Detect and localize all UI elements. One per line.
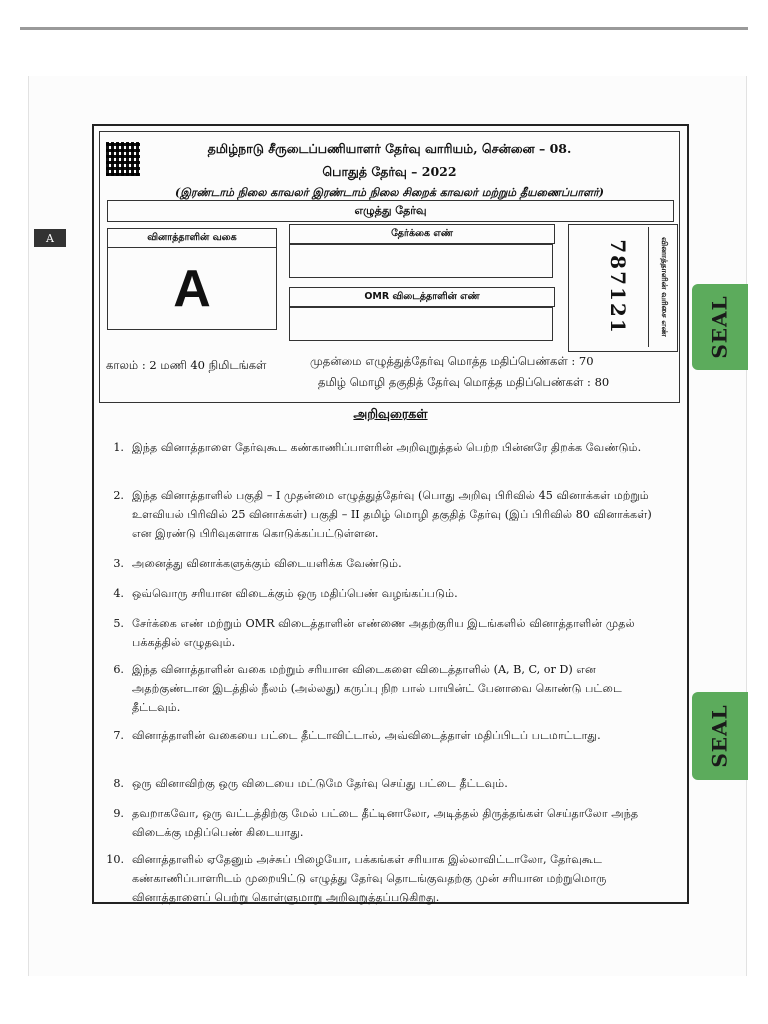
register-no-field xyxy=(289,244,553,278)
booklet-type-box xyxy=(107,228,277,330)
scan-top-edge xyxy=(20,27,748,30)
side-tab-booklet-type: A xyxy=(34,229,66,247)
exam-type: எழுத்து தேர்வு xyxy=(107,200,674,222)
booklet-type-label: வினாத்தாளின் வகை xyxy=(107,228,277,248)
instructions-heading: அறிவுரைகள் xyxy=(353,406,428,421)
seal-sticker-top xyxy=(692,284,748,370)
register-no-label: தேர்க்கை எண் xyxy=(289,224,555,244)
omr-no-label: OMR விடைத்தாளின் எண் xyxy=(289,287,555,307)
booklet-type-value: A xyxy=(173,260,211,318)
marks-main: முதன்மை எழுத்துத்தேர்வு மொத்த மதிப்பெண்கள் : 70 xyxy=(310,354,594,368)
exam-posts: (இரண்டாம் நிலை காவலர் இரண்டாம் நிலை சிறைக் காவலர் மற்றும் தீயணைப்பாளர்) xyxy=(175,186,604,199)
seal-label: SEAL xyxy=(708,295,732,359)
serial-number: 787121 xyxy=(605,239,630,335)
omr-no-field xyxy=(289,307,553,341)
marks-tamil: தமிழ் மொழி தகுதித் தேர்வு மொத்த மதிப்பெண்கள் : 80 xyxy=(318,375,610,389)
exam-title: பொதுத் தேர்வு – 2022 xyxy=(322,164,457,179)
board-title: தமிழ்நாடு சீருடைப்பணியாளர் தேர்வு வாரியம், சென்னை – 08. xyxy=(207,141,572,156)
seal-label: SEAL xyxy=(708,704,732,768)
serial-label: வினாத்தாளின் வரிசை எண் xyxy=(648,227,679,347)
question-paper-cover: தமிழ்நாடு சீருடைப்பணியாளர் தேர்வு வாரியம், சென்னை – 08. பொதுத் தேர்வு – 2022 (இரண்டாம் நிலை காவலர் இரண்டாம் நிலை சிறைக் காவலர் மற்றும் தீயணைப்பாளர்) எழுத்து தேர்வு வினாத்தாளின் வகை A தேர்க்கை எண் OMR விடைத்தாளின் எண் 787121 வினாத்தாளின் வரிசை எண் காலம் : 2 மணி 40 நிமிடங்கள் முதன்மை எழுத்துத்தேர்வு மொத்த மதிப்பெண்கள் : 70 தமிழ் மொழி தகுதித் தேர்வு மொத்த மதிப்பெண்கள் : 80 அறிவுரைகள் 1. இந்த வினாத்தாளை தேர்வுகூட கண்காணிப்பாளரின் அறிவுறுத்தல் பெற்ற பின்னரே திறக்க வேண்டும். 2. இந்த வினாத்தாளில் பகுதி – I முதன்மை எழுத்துத்தேர்வு (பொது அறிவு பிரிவில் 45 வினாக்கள் மற்றும் உளவியல் பிரிவில் 25 வினாக்கள்) பகுதி – II தமிழ் மொழி தகுதித் தேர்வு (இப் பிரிவில் 80 வினாக்கள்) என இரண்டு பிரிவுகளாக கொடுக்கப்பட்டுள்ளன. 3. அனைத்து வினாக்களுக்கும் விடையளிக்க வேண்டும். 4. ஒவ்வொரு சரியான விடைக்கும் ஒரு மதிப்பெண் வழங்கப்படும். 5. சேர்க்கை எண் மற்றும் OMR விடைத்தாளின் எண்ணை அதற்குரிய இடங்களில் வினாத்தாளின் முதல் பக்கத்தில் எழுதவும். 6. இந்த வினாத்தாளின் வகை மற்றும் சரியான விடைகளை விடைத்தாளில் (A, B, C, or D) என அதற்குண்டான இடத்தில் நீலம் (அல்லது) கருப்பு நிற பால் பாயின்ட் பேனாவை கொண்டு பட்டை தீட்டவும். 7. வினாத்தாளின் வகையை பட்டை தீட்டாவிட்டால், அவ்விடைத்தாள் மதிப்பிடப் படமாட்டாது. 8. ஒரு வினாவிற்கு ஒரு விடையை மட்டுமே தேர்வு செய்து பட்டை தீட்டவும். 9. தவறாகவோ, ஒரு வட்டத்திற்கு மேல் பட்டை தீட்டினாலோ, அடித்தல் திருத்தங்கள் செய்தாலோ அந்த விடைக்கு மதிப்பெண் கிடையாது. 10. வினாத்தாளில் ஏதேனும் அச்சுப் பிழையோ, பக்கங்கள் சரியாக இல்லாவிட்டாலோ, தேர்வுகூட கண்காணிப்பாளரிடம் முறையிட்டு எழுத்து தேர்வு தொடங்குவதற்கு முன் சரியான மற்றுமொரு வினாத்தாளைப் பெற்று கொள்ளுமாறு அறிவுறுத்தப்படுகிறது. xyxy=(92,124,689,904)
seal-sticker-bottom xyxy=(692,692,748,780)
cover-header xyxy=(99,131,680,403)
duration: காலம் : 2 மணி 40 நிமிடங்கள் xyxy=(106,358,267,372)
